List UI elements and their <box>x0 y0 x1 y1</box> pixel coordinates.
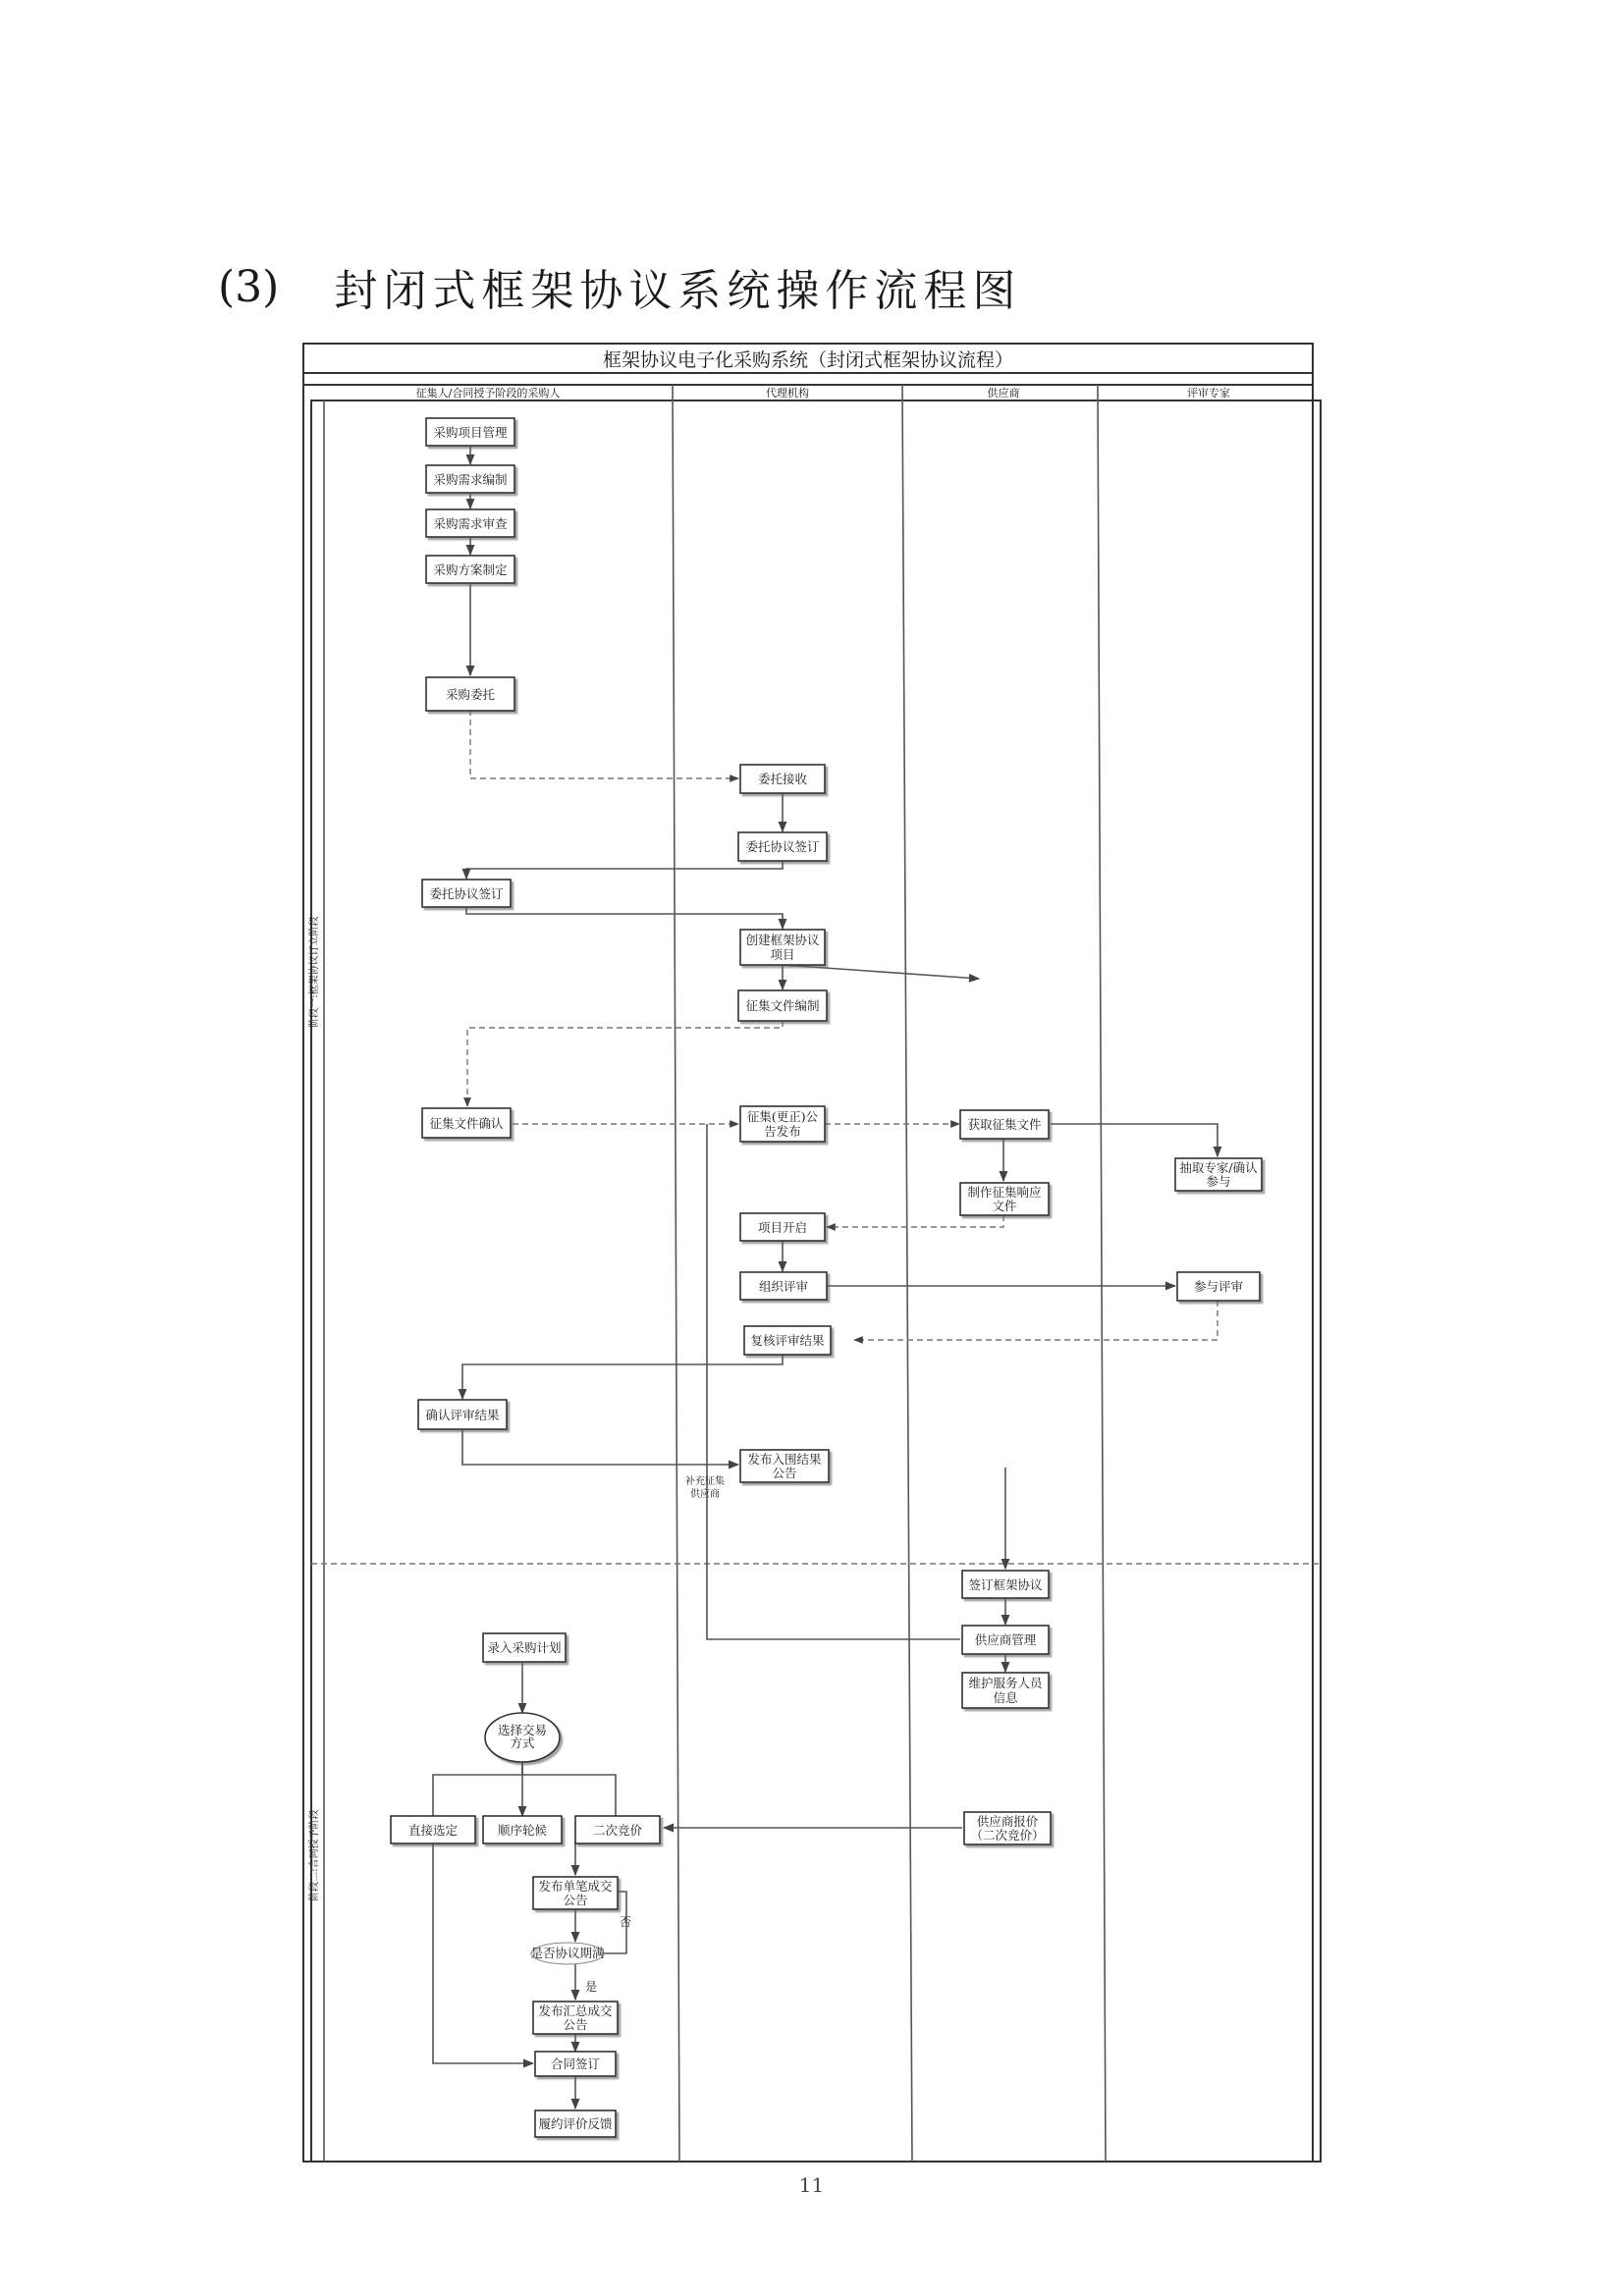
node-participate-review <box>1177 1272 1260 1301</box>
node-supplier-quote <box>964 1812 1051 1844</box>
page-number: 11 <box>798 2173 825 2197</box>
node-recheck-review-result <box>744 1326 831 1355</box>
svg-text:文件: 文件 <box>992 1199 1017 1213</box>
lane-supplier: 供应商 <box>987 387 1020 400</box>
svg-text:获取征集文件: 获取征集文件 <box>967 1117 1042 1132</box>
svg-text:发布单笔成交: 发布单笔成交 <box>538 1879 613 1894</box>
svg-text:维护服务人员: 维护服务人员 <box>968 1676 1043 1690</box>
svg-text:公告: 公告 <box>772 1466 797 1480</box>
lane-agency: 代理机构 <box>766 387 809 400</box>
svg-text:创建框架协议: 创建框架协议 <box>745 933 820 947</box>
node-publish-summary-deal-notice <box>533 2002 618 2034</box>
svg-text:直接选定: 直接选定 <box>407 1823 459 1838</box>
svg-text:选择交易: 选择交易 <box>497 1723 548 1737</box>
svg-text:采购项目管理: 采购项目管理 <box>433 425 508 440</box>
stage-label-2: 阶段二:合同授予阶段 <box>309 1809 320 1901</box>
node-procurement-entrust <box>426 677 514 711</box>
node-sign-framework-agreement <box>962 1571 1049 1598</box>
node-confirm-review-result <box>418 1400 507 1429</box>
svg-text:二次竞价: 二次竞价 <box>592 1823 643 1838</box>
svg-text:是否协议期满: 是否协议期满 <box>530 1946 605 1960</box>
node-contract-sign <box>535 2052 616 2076</box>
svg-text:（二次竞价）: （二次竞价） <box>970 1828 1045 1842</box>
svg-text:供应商管理: 供应商管理 <box>974 1632 1037 1647</box>
node-project-management <box>426 418 514 446</box>
svg-text:组织评审: 组织评审 <box>758 1279 809 1294</box>
svg-text:供应商报价: 供应商报价 <box>976 1814 1039 1829</box>
stage-labels <box>307 916 320 1900</box>
svg-text:签订框架协议: 签订框架协议 <box>968 1577 1043 1592</box>
node-entrust-receive <box>740 765 825 793</box>
lane-purchaser: 征集人/合同授予阶段的采购人 <box>415 387 561 400</box>
edge-label-supplement: 补充征集 <box>685 1476 725 1487</box>
svg-text:委托协议签订: 委托协议签订 <box>429 886 504 901</box>
svg-text:委托接收: 委托接收 <box>757 772 808 786</box>
node-doc-drafting <box>738 990 827 1021</box>
svg-text:发布入围结果: 发布入围结果 <box>747 1452 822 1467</box>
node-get-doc <box>960 1110 1049 1139</box>
svg-text:合同签订: 合同签订 <box>550 2056 601 2071</box>
node-doc-confirm <box>422 1108 511 1138</box>
node-plan-formulation <box>426 556 514 583</box>
node-performance-feedback <box>535 2110 616 2137</box>
swimlane-frame <box>303 344 1321 2162</box>
node-entrust-agreement-sign-agency <box>738 832 827 861</box>
svg-text:复核评审结果: 复核评审结果 <box>750 1333 825 1348</box>
node-notice-publish <box>740 1106 825 1142</box>
svg-text:方式: 方式 <box>510 1735 535 1750</box>
node-publish-shortlist-notice <box>740 1450 829 1482</box>
node-project-open <box>740 1213 825 1241</box>
svg-text:抽取专家/确认: 抽取专家/确认 <box>1179 1160 1258 1175</box>
svg-text:采购方案制定: 采购方案制定 <box>433 562 508 577</box>
edge-labels <box>585 1474 725 1994</box>
node-requirement-drafting <box>426 465 514 493</box>
node-supplier-management <box>962 1626 1049 1654</box>
svg-text:采购需求编制: 采购需求编制 <box>433 472 508 487</box>
node-draw-experts <box>1175 1158 1262 1191</box>
node-create-framework-project <box>740 930 825 965</box>
svg-text:信息: 信息 <box>993 1690 1018 1705</box>
edge-label-no: 否 <box>619 1915 632 1929</box>
svg-text:录入采购计划: 录入采购计划 <box>487 1640 562 1655</box>
svg-text:制作征集响应: 制作征集响应 <box>967 1185 1042 1200</box>
svg-text:参与: 参与 <box>1206 1174 1231 1189</box>
svg-text:顺序轮候: 顺序轮候 <box>497 1823 548 1838</box>
svg-text:公告: 公告 <box>563 2017 588 2032</box>
svg-text:项目开启: 项目开启 <box>757 1220 808 1235</box>
node-requirement-review <box>426 509 514 537</box>
stage-label-1: 阶段一:框架协议订立阶段 <box>309 916 320 1028</box>
node-agreement-expired-decision <box>530 1943 605 1964</box>
svg-text:采购需求审查: 采购需求审查 <box>433 516 508 531</box>
node-secondary-bidding <box>575 1816 660 1843</box>
edge-label-yes: 是 <box>585 1980 598 1994</box>
svg-text:告发布: 告发布 <box>764 1124 801 1139</box>
node-prepare-response <box>960 1183 1049 1215</box>
svg-text:采购委托: 采购委托 <box>445 687 496 702</box>
node-entrust-agreement-sign-purchaser <box>422 880 511 907</box>
svg-text:征集(更正)公: 征集(更正)公 <box>746 1109 819 1124</box>
node-direct-selection <box>391 1816 475 1843</box>
diagram-title: 框架协议电子化采购系统（封闭式框架协议流程） <box>602 349 1014 371</box>
svg-text:项目: 项目 <box>770 947 795 962</box>
node-publish-single-deal-notice <box>533 1877 618 1909</box>
lane-headers <box>416 386 1230 400</box>
svg-text:参与评审: 参与评审 <box>1193 1279 1244 1294</box>
svg-text:确认评审结果: 确认评审结果 <box>425 1408 500 1422</box>
node-select-method <box>485 1713 560 1762</box>
heading-title: 封闭式框架协议系统操作流程图 <box>334 266 1022 316</box>
lane-expert: 评审专家 <box>1187 387 1230 400</box>
svg-text:征集文件确认: 征集文件确认 <box>429 1116 504 1131</box>
svg-text:履约评价反馈: 履约评价反馈 <box>538 2116 613 2131</box>
node-maintain-staff-info <box>962 1673 1049 1708</box>
svg-text:发布汇总成交: 发布汇总成交 <box>538 2003 613 2018</box>
svg-text:公告: 公告 <box>563 1893 588 1907</box>
edge-label-supplement-line2: 供应商 <box>690 1489 720 1500</box>
node-sequential-rotation <box>483 1816 562 1843</box>
svg-text:委托协议签订: 委托协议签订 <box>745 839 820 854</box>
svg-text:征集文件编制: 征集文件编制 <box>745 998 820 1013</box>
node-enter-procurement-plan <box>483 1633 566 1662</box>
heading-number: (3) <box>218 261 280 312</box>
node-organize-review <box>740 1272 827 1300</box>
